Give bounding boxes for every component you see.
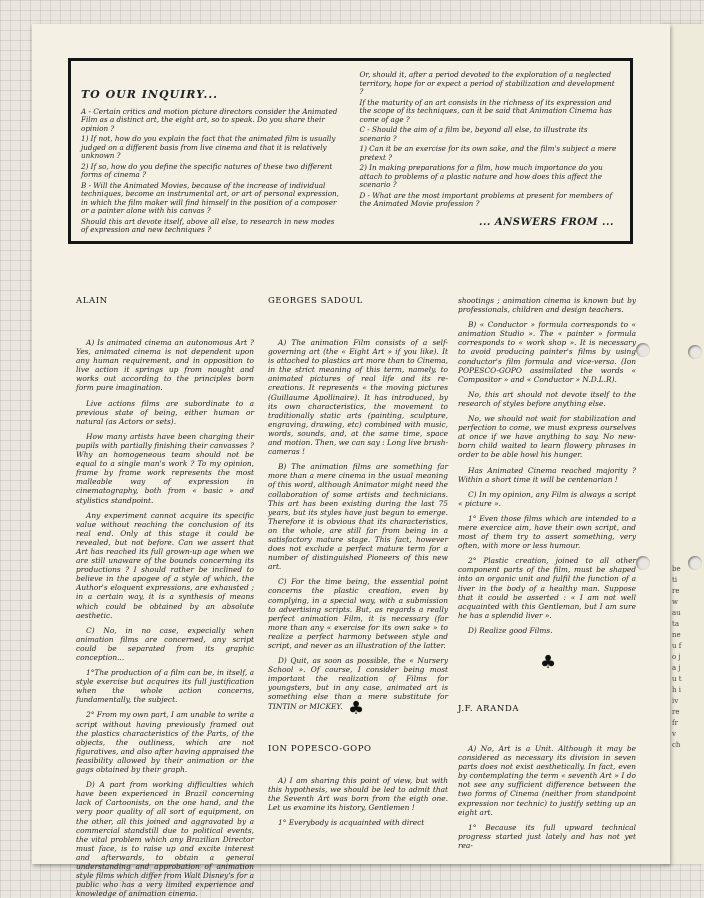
column-paragraph: B) « Conductor » formula corresponds to « animation Studio ». The « painter » formula corresponds to « work shop ». It is necessary to avoid producing painter's films by using conductor's film formula and vice-versa. (Ion POPESCO-GOPO assimilated the words « Compositor » and « Conductor » N.D.L.R). xyxy=(458,320,636,384)
next-page-text: be ti re w au ta ne u fo ja ju th i iv re fr v ch xyxy=(672,565,682,749)
inquiry-box xyxy=(68,58,633,244)
column-paragraph: D) A part from working difficulties which have been experienced in Brazil concerning lack of Cartoonists, on the one hand, and the very poor quality of all sort of equipment, on the other, all this joined and aggravated by a commercial standstill due to political events, the vital problem which any Brazilian Director must face, is to raise up and excite interest and afterwards, to obtain a general understanding and approbation of animation style films which differ from Walt Disney's for a public who has a very limited experience and knowledge of animation cinema. xyxy=(76,780,254,898)
column-paragraph: Has Animated Cinema reached majority ? Within a short time it will be centenarian ! xyxy=(458,465,636,484)
column-paragraph: D) Quit, as soon as possible, the « Nursery School ». Of course, I consider being most important the realization of Films for youngsters, but in any case, animated art is something else than a mere substitute for TINTIN or MICKEY. xyxy=(268,656,448,711)
column-paragraph: No, this art should not devote itself to the research of styles before anything else. xyxy=(458,389,636,408)
answers-label: ... ANSWERS FROM ... xyxy=(478,216,614,228)
inquiry-right-column xyxy=(360,71,621,235)
binder-hole xyxy=(688,556,702,570)
inquiry-paragraph: 2) In making preparations for a film, how much importance do you attach to problems of a plastic nature and how does this affect the scenario ? xyxy=(359,163,603,189)
club-ornament: ♣ xyxy=(540,652,557,673)
column-paragraph: A) I am sharing this point of view, but with this hypothesis, we should be led to admit that the Seventh Art was born from the eigth one. Let us examine its history, Gentlemen ! xyxy=(268,776,448,813)
column-paragraph: 2° Plastic creation, joined to all other component parts of the film, must be shaped into an organic unit and fulfil the function of a liver in the body of a healthy man. Suppose that it could be asserted : « I am not well acquainted with this Gentleman, but I am sure he has a splendid liver ». xyxy=(458,556,636,620)
column-aranda xyxy=(458,744,636,850)
inquiry-left-column xyxy=(81,71,342,235)
column-paragraph: Live actions films are subordinate to a previous state of being, either human or natural (as Actors or sets). xyxy=(76,398,254,426)
inquiry-paragraph: Should this art devote itself, above all else, to research in new modes of expression and new techniques ? xyxy=(81,216,335,234)
column-paragraph: 1°The production of a film can be, in itself, a style exercise but acquires its full justification when the whole action concerns, fundamentally, the subject. xyxy=(76,668,254,705)
column-paragraph: C) No, in no case, expecially when animation films are concerned, any script could be separated from its graphic conception... xyxy=(76,625,254,662)
column-continued xyxy=(458,296,636,636)
inquiry-paragraph: A - Certain critics and motion picture directors consider the Animated Film as a distinct art, the eight art, so to speak. Do you share their opinion ? xyxy=(81,106,338,133)
column-paragraph: 1° Even those films which are intended to a mere exercice aim, have their own script, and most of them try to assert something, very often, with more or less humour. xyxy=(458,513,636,551)
column-paragraph: Any experiment cannot acquire its specific value without reaching the conclusion of its real end. Only at this stage it could be revealed, but not before. Can we assert that Art has reached its full grown-up age when we are still unaware of the bounds concerning its productions ? I should rather be inclined to believe in the apogee of a style of which, the Author's eloquent expressions, are exhausted ; in a certain way, it is a synthesis of means which could be obtained by an absolute aesthetic. xyxy=(76,510,254,620)
column-popesco xyxy=(268,776,448,838)
author-name-aranda: J.F. ARANDA xyxy=(458,704,520,714)
inquiry-paragraph: C - Should the aim of a film be, beyond all else, to illustrate its scenario ? xyxy=(359,125,588,143)
column-paragraph: C) In my opinion, any Film is always a script « picture ». xyxy=(458,489,636,508)
inquiry-paragraph: 1) If not, how do you explain the fact that the animated film is usually judged on a different basis from live cinema and that it is relatively unknown ? xyxy=(81,134,336,160)
column-paragraph: How many artists have been charging their pupils with partially finishing their canvasses ? Why an homogeneous team should not be equal to a single man's work ? To my opinion, frame by frame work represents the most malleable way of expression in cinematography, both from « basic » and stylistics standpoint. xyxy=(76,431,254,505)
inquiry-paragraph: B - Will the Animated Movies, because of the increase of individual techniques, become an instrumental art, or art of personal expression, in which the film maker will find himself in the position of a composer or a painter alone with his canvas ? xyxy=(81,180,339,215)
column-paragraph: D) Realize good Films. xyxy=(468,625,553,635)
next-page-edge xyxy=(664,24,704,864)
inquiry-paragraph: 2) If so, how do you define the specific natures of these two different forms of cinema ? xyxy=(81,161,333,179)
inquiry-paragraph: If the maturity of an art consists in the richness of its expression and the scope of its techniques, can it be said that Animation Cinema has come of age ? xyxy=(359,97,612,124)
column-paragraph: 1° Because its full upward technical progress started just lately and has not yet rea- xyxy=(458,822,636,850)
column-paragraph: shootings ; animation cinema is known but by professionals, children and design teachers. xyxy=(458,296,636,315)
column-paragraph: A) No, Art is a Unit. Although it may be considered as necessary its division in seven parts does not exist aesthetically. In fact, even by contemplating the term « seventh Art » I do not see any sufficient difference between the two forms of Cinema (neither from standpoint expression nor technic) to justify setting up an eight art. xyxy=(458,744,636,817)
column-paragraph: A) Is animated cinema an autonomous Art ? Yes, animated cinema is not dependent upon any human requirement, and in opposition to live action it springs up from nought and works out according to the principles born form pure imagination. xyxy=(76,338,254,393)
author-name-alain: ALAIN xyxy=(76,296,108,306)
inquiry-title: TO OUR INQUIRY... xyxy=(81,88,218,101)
binder-hole xyxy=(688,345,702,359)
author-name-popesco: ION POPESCO-GOPO xyxy=(268,744,372,754)
column-paragraph: 1° Everybody is acquainted with direct xyxy=(278,818,425,828)
binder-hole xyxy=(636,556,650,570)
column-paragraph: C) For the time being, the essential point concerns the plastic creation, even by complying, in a special way, with a submission to advertising scripts. But, as regards a really perfect animation Film, it is necessary (far more than any « exercise for its own sake » to realize a perfect harmony between style and script, and never as an illustration of the latter. xyxy=(268,577,448,650)
author-name-sadoul: GEORGES SADOUL xyxy=(268,296,363,306)
binder-hole xyxy=(636,343,650,357)
column-paragraph: B) The animation films are something far more than a mere cinema in the usual meaning of this word, although Animator might need the collaboration of some artists and technicians. This art has been existing during the last 75 years, but its styles have just begun to emerge. Therefore it is obvious that its characteristics, on the whole, are still far from being in a satisfactory mature stage. This fact, however does not exclude a perfect mature term for a number of distinguished Pioneers of this new art. xyxy=(268,462,448,572)
inquiry-paragraph: 1) Can it be an exercise for its own sake, and the film's subject a mere pretext ? xyxy=(359,144,617,162)
column-paragraph: A) The animation Film consists of a self-governing art (the « Eight Art » if you like). It is attached to plastics art more than to Cinema, in the strict meaning of this term, namely, to animated pictures of real life and its re-creations. It represents « the moving pictures (Guillaume Apollinaire). It has introduced, by its own characteristics, the movement to traditionally static arts (painting, sculpture, engraving, drawing, etc) combined with music, words, sounds, and, at the same time, space and motion. Then, we can say : Long live brush-cameras ! xyxy=(268,338,448,457)
inquiry-paragraph: Or, should it, after a period devoted to the exploration of a neglected territory, hope for or expect a period of stabilization and development ? xyxy=(359,70,615,96)
club-ornament: ♣ xyxy=(348,698,365,719)
column-paragraph: 2° From my own part, I am unable to write a script without having previously framed out the plastics characteristics of the Parts, of the objects, the outliness, which are not figuratives, and also after having appraised the feasibility allowed by their animation or the gags obtained by their graph. xyxy=(76,710,254,775)
column-sadoul xyxy=(268,338,448,711)
inquiry-paragraph: D - What are the most important problems at present for members of the Animated Movie profession ? xyxy=(359,190,613,208)
column-paragraph: No, we should not wait for stabilization and perfection to come, we must express ourselves at once if we have anything to say. No new-born child waited to learn flowery phrases in order to be able howl his hunger. xyxy=(458,414,636,460)
column-alain xyxy=(76,338,254,898)
